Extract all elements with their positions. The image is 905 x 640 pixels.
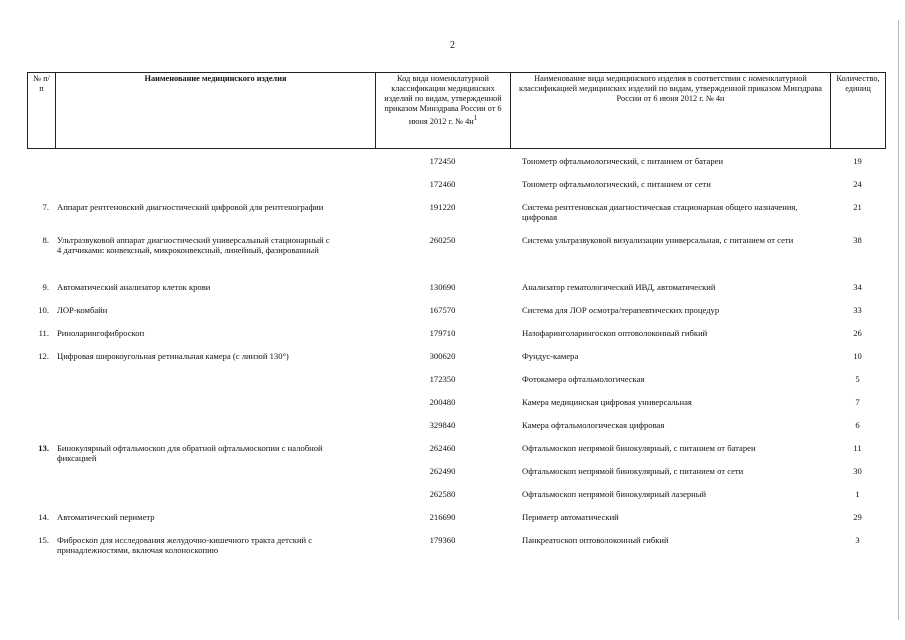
header-col-code-sup: 1: [473, 115, 478, 122]
table-row: [27, 489, 885, 512]
row-kind-name: Офтальмоскоп непрямой бинокулярный, с питанием от батареи: [522, 443, 756, 453]
row-kind-name: Офтальмоскоп непрямой бинокулярный лазерный: [522, 489, 707, 499]
row-kind-name: Панкреатоскоп оптоволоконный гибкий: [522, 535, 669, 545]
row-quantity: 29: [853, 512, 862, 522]
row-device-name: Ультразвуковой аппарат диагностический универсальный стационарный с 4 датчиками: конвексный, микроконвексный, линейный, фазированный: [57, 235, 330, 255]
header-col-kind: Наименование вида медицинского изделия в соответствии с номенклатурной классификацией медицинских изделий по видам, утвержденной приказом Минздрава России от 6 июня 2012 г. № 4н: [511, 73, 831, 149]
row-quantity: 6: [855, 420, 860, 430]
row-quantity: 7: [855, 397, 860, 407]
row-device-name: Бинокулярный офтальмоскоп для обратной офтальмоскопии с налобной фиксацией: [57, 443, 323, 463]
row-kind-name: Камера офтальмологическая цифровая: [522, 420, 665, 430]
row-code: 167570: [429, 305, 456, 315]
row-number: 7.: [42, 202, 49, 212]
row-kind-name: Тонометр офтальмологический, с питанием от сети: [522, 179, 711, 189]
row-code: 179360: [429, 535, 456, 545]
row-device-name: [55, 489, 375, 512]
row-quantity: 33: [853, 305, 862, 315]
row-kind-name: Офтальмоскоп непрямой бинокулярный, с питанием от сети: [522, 466, 744, 476]
row-device-name: [55, 466, 375, 489]
row-code: 329840: [429, 420, 456, 430]
row-device-name: [55, 420, 375, 443]
row-quantity: 38: [853, 235, 862, 245]
table-row: [27, 328, 885, 351]
row-kind-name: Периметр автоматический: [522, 512, 619, 522]
row-quantity: 5: [855, 374, 860, 384]
row-device-name: Аппарат рентгеновский диагностический цифровой для рентгенографии: [57, 202, 324, 212]
table-row: [27, 420, 885, 443]
table-row: [27, 156, 885, 179]
table-row: [27, 351, 885, 374]
row-quantity: 26: [853, 328, 862, 338]
row-device-name: ЛОР-комбайн: [57, 305, 108, 315]
table-row: [27, 397, 885, 420]
row-code: 262580: [429, 489, 456, 499]
row-quantity: 10: [853, 351, 862, 361]
row-kind-name: Система для ЛОР осмотра/терапевтических процедур: [522, 305, 720, 315]
table-row: [27, 202, 885, 235]
table-row: [27, 179, 885, 202]
row-device-name: Цифровая широкоугольная ретинальная камера (с линзой 130°): [57, 351, 289, 361]
row-code: 216690: [429, 512, 456, 522]
row-number: 9.: [42, 282, 49, 292]
row-number: [27, 179, 55, 202]
row-code: 262460: [429, 443, 456, 453]
table-row: [27, 235, 885, 282]
row-number: 11.: [38, 328, 49, 338]
row-number: 12.: [38, 351, 49, 361]
row-quantity: 11: [853, 443, 862, 453]
table-body: [27, 156, 885, 565]
header-col-code: [376, 73, 511, 149]
row-code: 300620: [429, 351, 456, 361]
row-quantity: 1: [855, 489, 860, 499]
row-code: 200480: [429, 397, 456, 407]
row-number: 13.: [38, 443, 49, 453]
row-quantity: 24: [853, 179, 862, 189]
table-row: [27, 512, 885, 535]
row-code: 130690: [429, 282, 456, 292]
row-device-name: Риноларингофиброскоп: [57, 328, 145, 338]
row-code: 179710: [429, 328, 456, 338]
row-number: 8.: [42, 235, 49, 245]
row-device-name: Автоматический периметр: [57, 512, 155, 522]
row-quantity: 30: [853, 466, 862, 476]
table-row: [27, 535, 885, 565]
row-code: 191220: [429, 202, 456, 212]
row-kind-name: Фотокамера офтальмологическая: [522, 374, 645, 384]
row-number: [27, 156, 55, 179]
row-quantity: 19: [853, 156, 862, 166]
table-row: [27, 443, 885, 466]
row-code: 172450: [429, 156, 456, 166]
header-col-num: № п/п: [28, 73, 56, 149]
row-number: 15.: [38, 535, 49, 545]
row-kind-name: Анализатор гематологический ИВД, автоматический: [522, 282, 716, 292]
row-quantity: 34: [853, 282, 862, 292]
row-kind-name: Назофаринголарингоскоп оптоволоконный гибкий: [522, 328, 708, 338]
header-col-name: Наименование медицинского изделия: [56, 73, 376, 149]
row-number: [27, 397, 55, 420]
row-code: 262490: [429, 466, 456, 476]
row-code: 172460: [429, 179, 456, 189]
row-number: [27, 466, 55, 489]
row-kind-name: Камера медицинская цифровая универсальная: [522, 397, 692, 407]
table-header: [27, 72, 886, 149]
table-row: [27, 374, 885, 397]
row-code: 172350: [429, 374, 456, 384]
row-kind-name: Фундус-камера: [522, 351, 579, 361]
row-kind-name: Тонометр офтальмологический, с питанием от батареи: [522, 156, 724, 166]
row-device-name: [55, 179, 375, 202]
row-device-name: [55, 156, 375, 179]
row-code: 260250: [429, 235, 456, 245]
row-number: 14.: [38, 512, 49, 522]
table-row: [27, 282, 885, 305]
row-kind-name: Система ультразвуковой визуализации универсальная, с питанием от сети: [522, 235, 794, 245]
row-device-name: [55, 374, 375, 397]
row-number: 10.: [38, 305, 49, 315]
row-device-name: [55, 397, 375, 420]
table-row: [27, 466, 885, 489]
row-device-name: Фиброскоп для исследования желудочно-кишечного тракта детский с принадлежностями, включая колоноскопию: [57, 535, 313, 555]
page-edge-line: [898, 20, 899, 620]
row-number: [27, 420, 55, 443]
row-quantity: 3: [855, 535, 860, 545]
header-col-code-text: Код вида номенклатурной классификации медицинских изделий по видам, утвержденной приказом Минздрава России от 6 июня 2012 г. № 4н: [384, 74, 502, 126]
row-number: [27, 489, 55, 512]
table-row: [27, 305, 885, 328]
row-quantity: 21: [853, 202, 862, 212]
row-device-name: Автоматический анализатор клеток крови: [57, 282, 211, 292]
header-col-qty: Количество, единиц: [831, 73, 886, 149]
page-number: 2: [450, 40, 455, 51]
row-kind-name: Система рентгеновская диагностическая стационарная общего назначения, цифровая: [522, 202, 798, 222]
row-number: [27, 374, 55, 397]
